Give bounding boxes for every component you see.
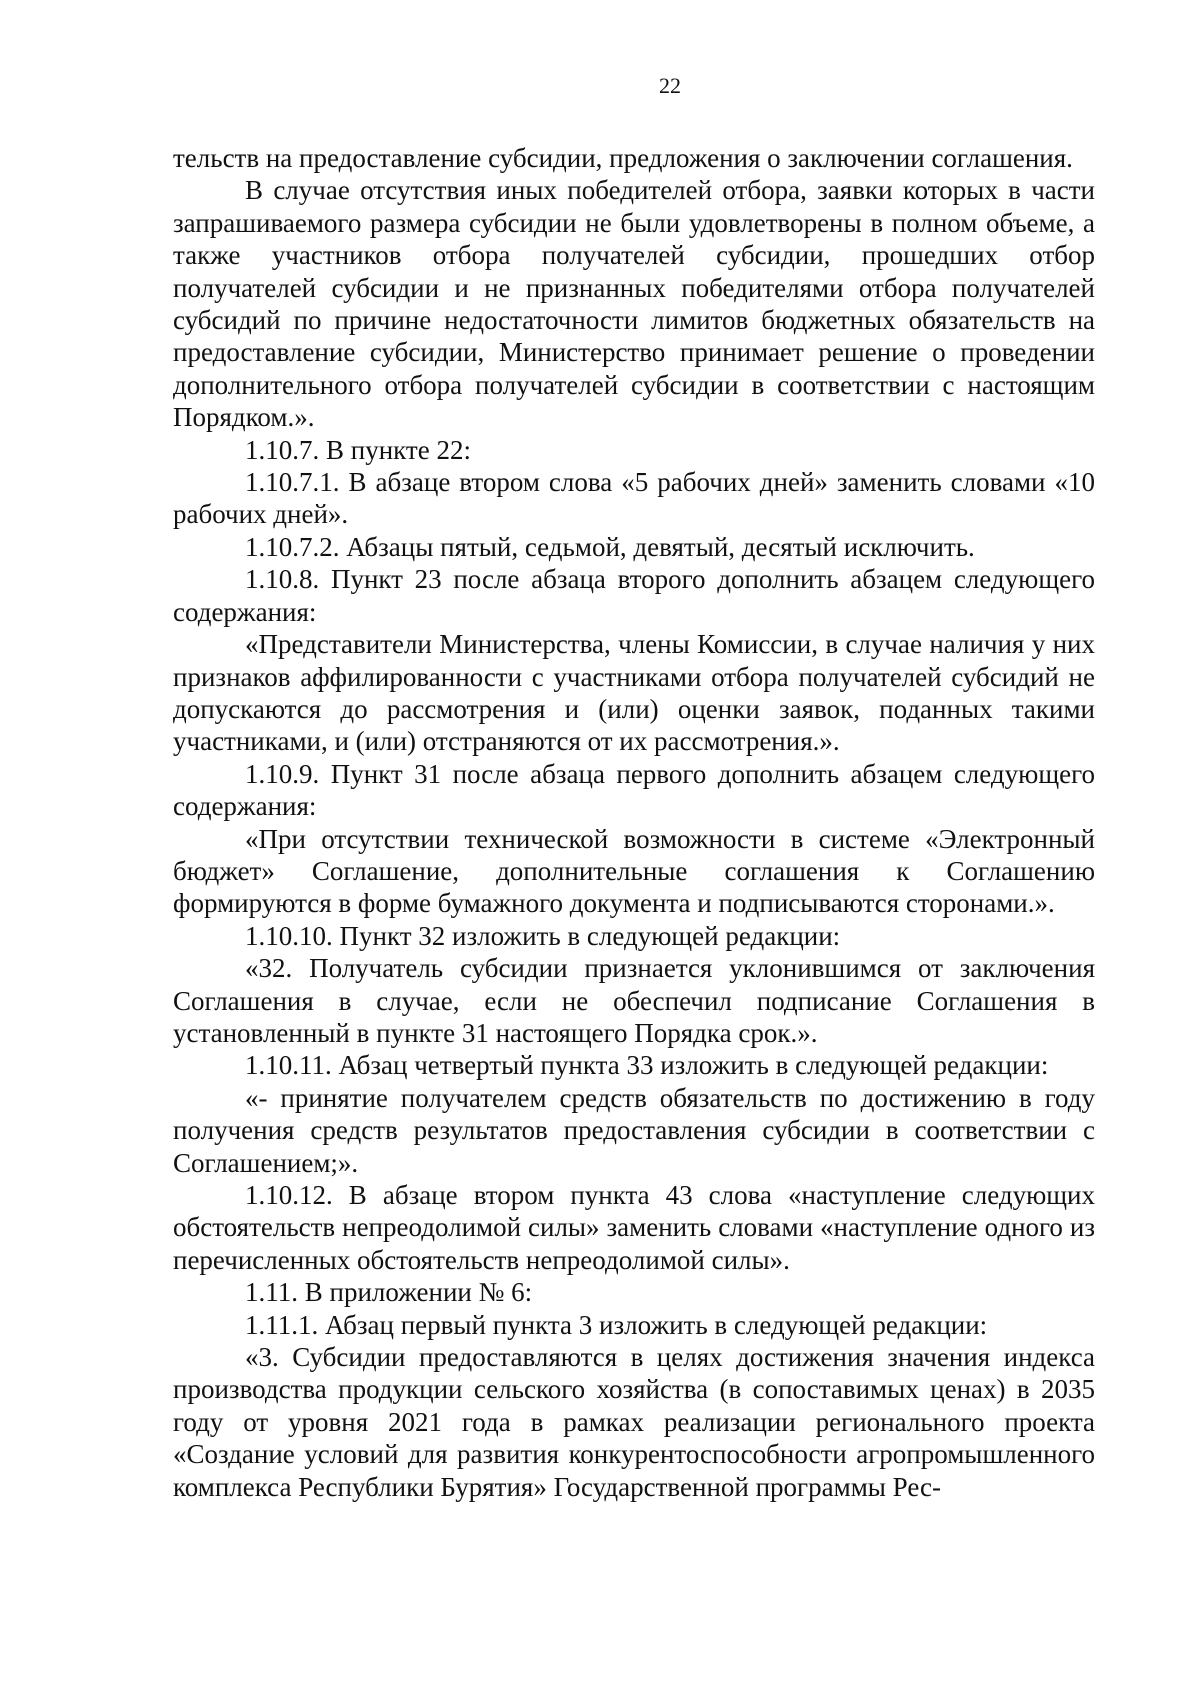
paragraph-1-10-8: 1.10.8. Пункт 23 после абзаца второго дополнить абзацем следующего содержания: — [173, 564, 1095, 627]
paragraph-quote-electronic-budget: «При отсутствии технической возможности в системе «Электронный бюджет» Соглашение, дополнительные соглашения к Соглашению формируются в форме бумажного документа и подписываются сторонами.». — [173, 823, 1095, 919]
paragraph-quote-obligations: «- принятие получателем средств обязательств по достижению в году получения средств результатов предоставления субсидии в соответствии с Соглашением;». — [173, 1082, 1095, 1178]
paragraph-1-10-12: 1.10.12. В абзаце втором пункта 43 слова «наступление следующих обстоятельств непреодолимой силы» заменить словами «наступление одного из перечисленных обстоятельств непреодолимой силы». — [173, 1180, 1095, 1275]
paragraph-1-10-7-1: 1.10.7.1. В абзаце втором слова «5 рабочих дней» заменить словами «10 рабочих дней». — [173, 467, 1095, 530]
paragraph-1-10-11: 1.10.11. Абзац четвертый пункта 33 изложить в следующей редакции: — [245, 1050, 1049, 1081]
paragraph-additional-selection: В случае отсутствия иных победителей отбора, заявки которых в части запрашиваемого размера субсидии не были удовлетворены в полном объеме, а также участников отбора получателей субсидии, прошедших отбор получателей субсидии и не признанных победителями отбора получателей субсидий по причине недостаточности лимитов бюджетных обязательств на предоставление субсидии, Министерство принимает решение о проведении дополнительного отбора получателей субсидии в соответствии с настоящим Порядком.». — [173, 175, 1095, 433]
paragraph-1-10-10: 1.10.10. Пункт 32 изложить в следующей редакции: — [245, 920, 841, 951]
paragraph-1-10-9: 1.10.9. Пункт 31 после абзаца первого дополнить абзацем следующего содержания: — [173, 758, 1095, 822]
paragraph-quote-affiliation: «Представители Министерства, члены Комиссии, в случае наличия у них признаков аффилированности с участниками отбора получателей субсидий не допускаются до рассмотрения и (или) оценки заявок, поданных такими участниками, и (или) отстраняются от их рассмотрения.». — [173, 629, 1095, 757]
paragraph-1-10-7: 1.10.7. В пункте 22: — [245, 434, 471, 465]
paragraph-quote-32: «32. Получатель субсидии признается уклонившимся от заключения Соглашения в случае, если не обеспечил подписание Соглашения в установленный в пункте 31 настоящего Порядка срок.». — [173, 953, 1095, 1048]
paragraph-1-10-7-2: 1.10.7.2. Абзацы пятый, седьмой, девятый, десятый исключить. — [245, 531, 975, 562]
page-number: 22 — [659, 73, 681, 98]
paragraph-continuation: тельств на предоставление субсидии, предложения о заключении соглашения. — [173, 143, 1073, 173]
paragraph-1-11: 1.11. В приложении № 6: — [245, 1277, 533, 1308]
paragraph-1-11-1: 1.11.1. Абзац первый пункта 3 изложить в следующей редакции: — [245, 1309, 988, 1340]
paragraph-quote-3: «3. Субсидии предоставляются в целях достижения значения индекса производства продукции сельского хозяйства (в сопоставимых ценах) в 2035 году от уровня 2021 года в рамках реализации регионального проекта «Создание условий для развития конкурентоспособности агропромышленного комплекса Республики Бурятия» Государственной программы Рес- — [173, 1342, 1095, 1502]
document-text — [173, 142, 1095, 1503]
